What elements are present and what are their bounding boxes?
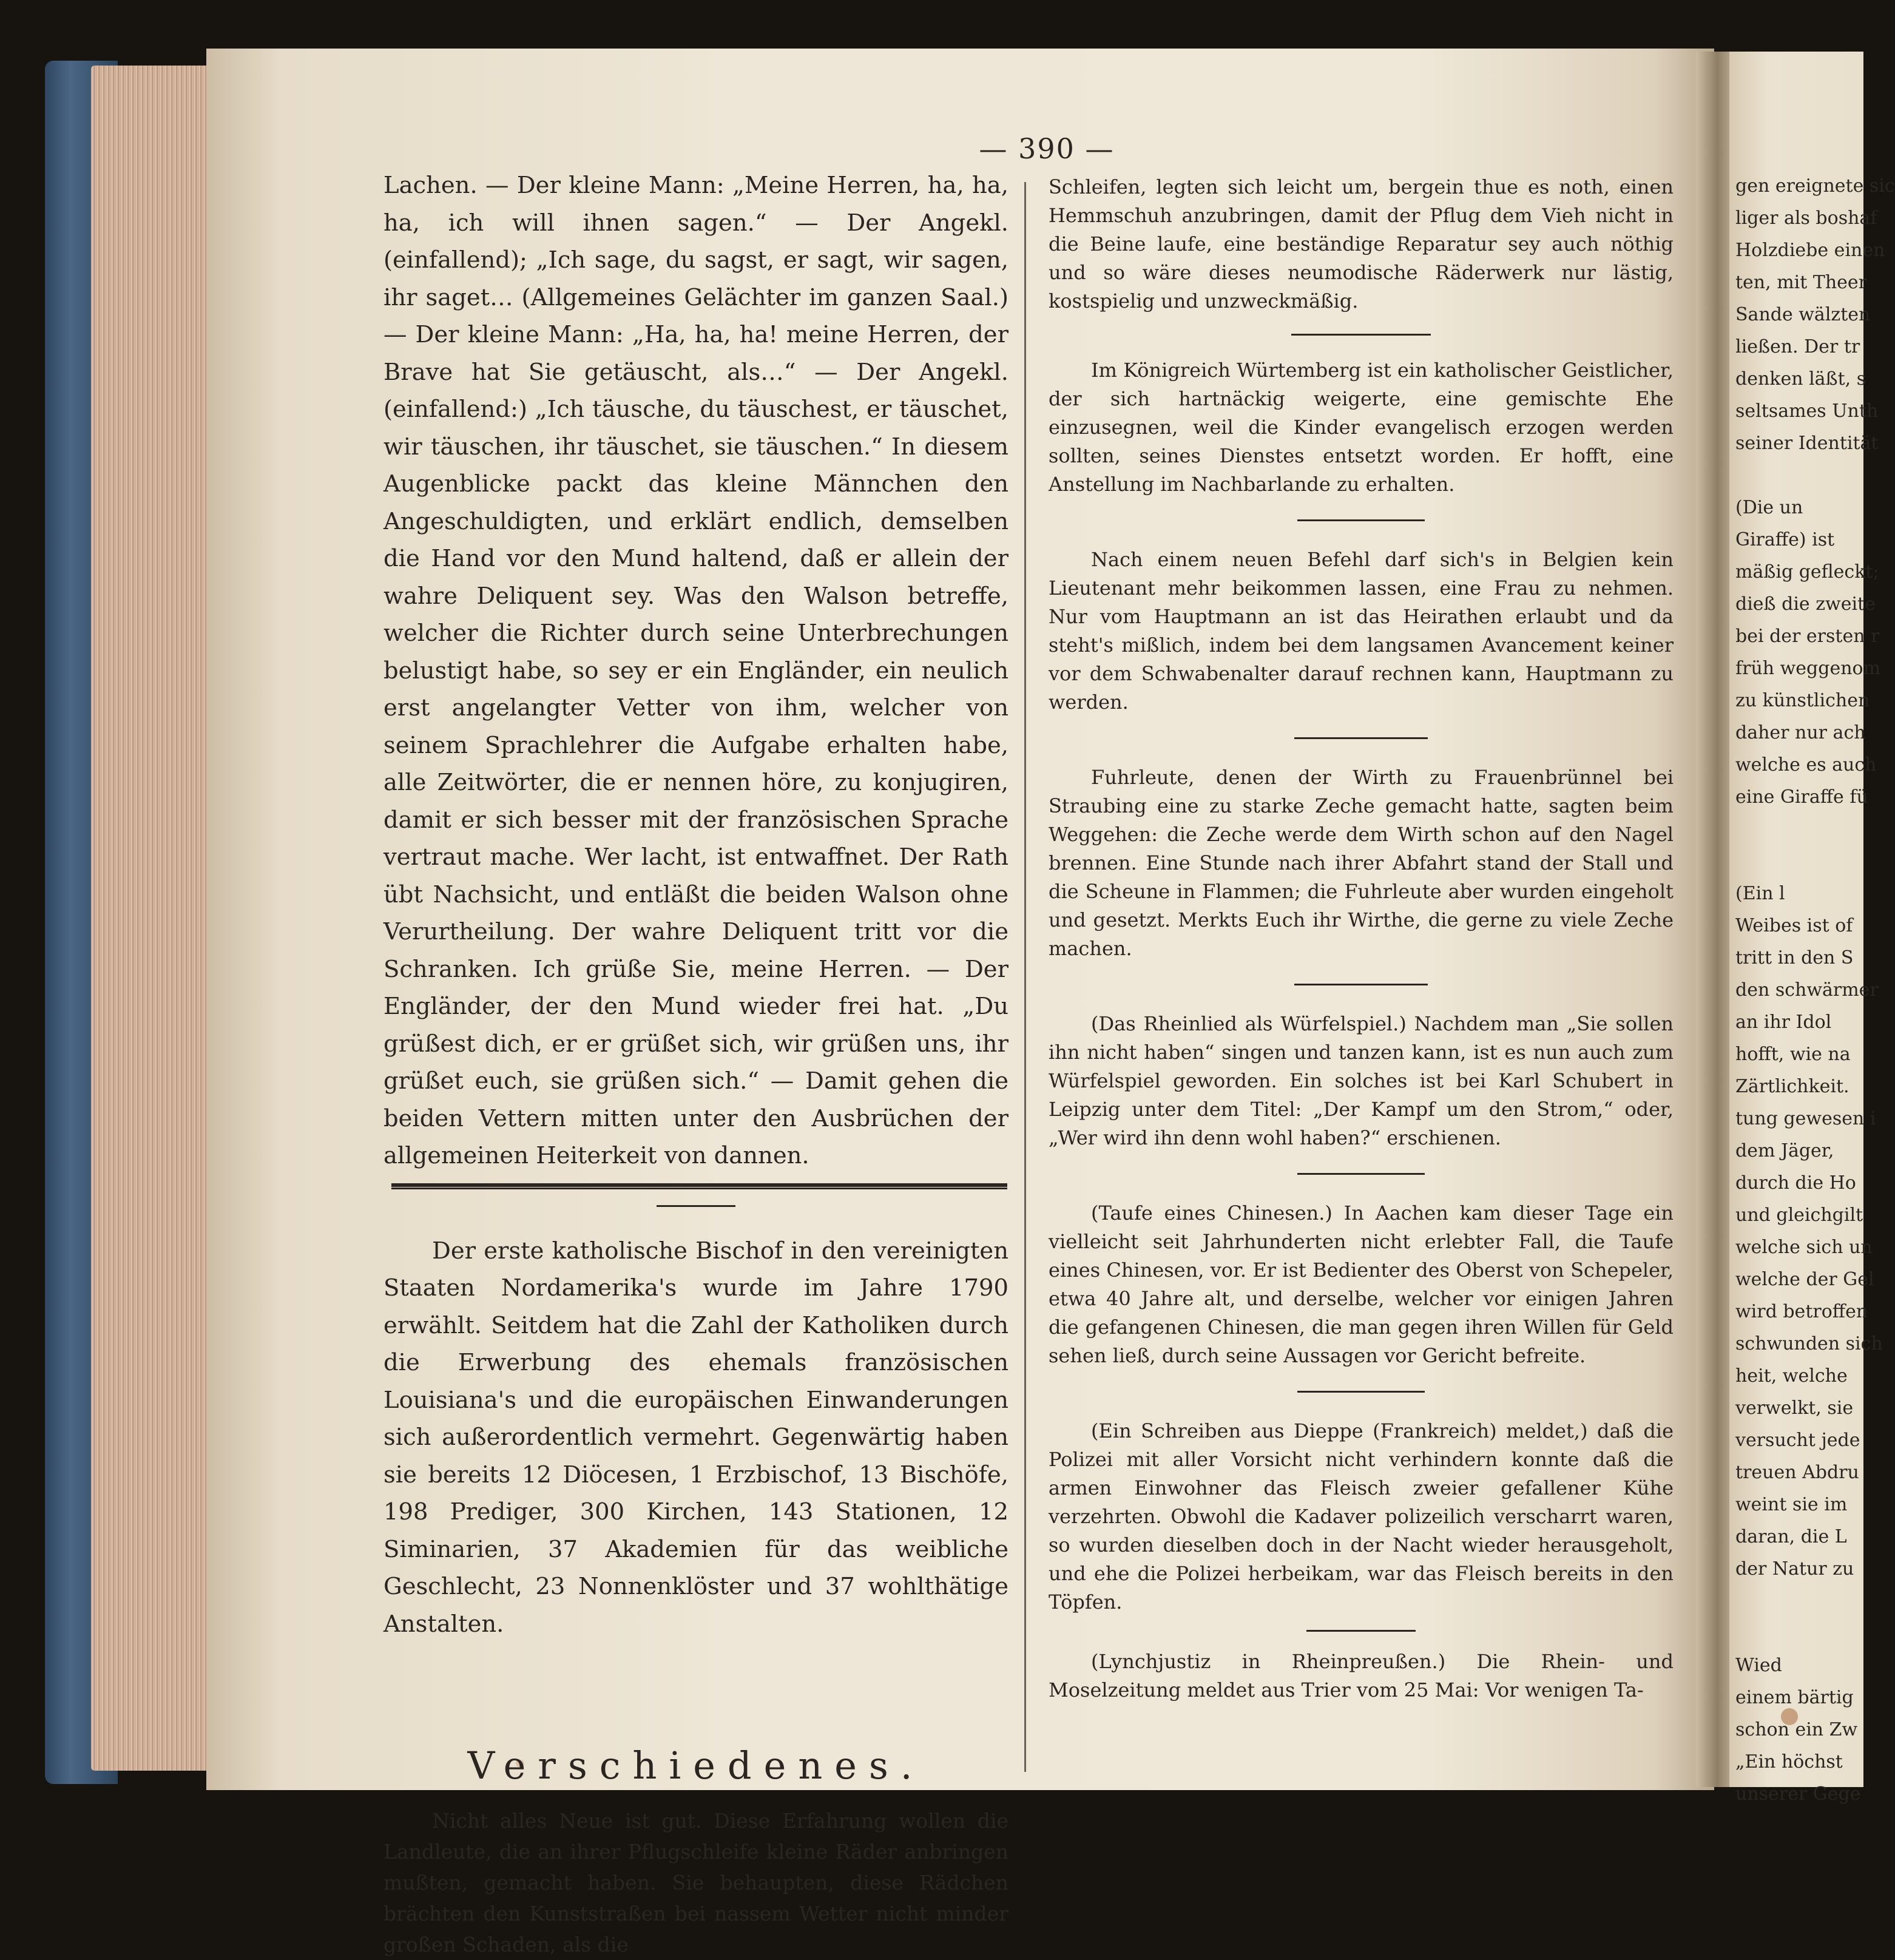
facing-page-line: seiner Identität [1735,433,1879,454]
facing-page-line: dem Jäger, [1735,1140,1834,1161]
article-separator [1294,737,1428,739]
article-lynch-justice: (Lynchjustiz in Rheinpreußen.) Die Rhein- und Moselzeitung meldet aus Trier vom 25 Mai: Vor wenigen Ta- [1049,1650,1674,1701]
facing-page-line: mäßig gefleckt; [1735,561,1879,583]
facing-page-line: Sande wälzten [1735,304,1871,325]
facing-page-line [1735,845,1863,877]
facing-page-line: „Ein höchst [1735,1751,1843,1772]
spacer [383,1643,1008,1709]
facing-page-line: unserer Gege [1735,1783,1861,1805]
facing-page-line: an ihr Idol [1735,1012,1832,1033]
facing-page-line: Holzdiebe einen [1735,240,1885,261]
column-rule [1024,182,1026,1772]
facing-page-line: und gleichgilt [1735,1205,1863,1226]
facing-page-line [1735,1617,1863,1649]
facing-page-line: schon ein Zw [1735,1719,1858,1740]
facing-page-line: Weibes ist of [1735,915,1853,936]
article-frauenbruennel: Fuhrleute, denen der Wirth zu Frauenbrünnel bei Straubing eine zu starke Zeche gemacht hatte, sagten beim Weggehen: die Zeche werde dem Wirth schon auf den Nagel brennen. Eine Stunde nach ihrer Abfahrt stand der Stall und die Scheune in Flammen; die Fuhrleute aber wurden eingeholt und gesetzt. Merkts Euch ihr Wirthe, die gerne zu viele Zeche machen. [1049,766,1674,960]
facing-page-line: ten, mit Theer [1735,272,1868,293]
article-wuerttemberg: Im Königreich Würtemberg ist ein katholischer Geistlicher, der sich hartnäckig weigerte, eine gemischte Ehe einzusegnen, weil die Kinder evangelisch erzogen werden sollten, seines Dienstes entsetzt worden. Er hofft, eine Anstellung im Nachbarlande zu erhalten. [1049,359,1674,496]
article-plough-wheels: Nicht alles Neue ist gut. Diese Erfahrung wollen die Landleute, die an ihrer Pflugschleife kleine Räder anbringen mußten, gemacht haben. Sie behaupten, diese Rädchen brächten den Kunststraßen bei nassem Wetter nicht minder großen Schaden, als die [383,1808,1008,1956]
middle-text-column [1049,173,1674,1705]
article-plough-wheels-cont: Schleifen, legten sich leicht um, bergein thue es noth, einen Hemmschuh anzubringen, damit der Pflug dem Vieh nicht in die Beine laufe, eine beständige Reparatur sey auch nöthig und so wäre dieses neumodische Räderwerk nur lästig, kostspielig und unzweckmäßig. [1049,175,1674,313]
article-chinese-baptism: (Taufe eines Chinesen.) In Aachen kam dieser Tage ein vielleicht seit Jahrhunderten nicht erlebter Fall, die Taufe eines Chinesen, vor. Er ist Bedienter des Oberst von Schepeler, etwa 40 Jahre alt, und derselbe, welcher vor einigen Jahren die gefangenen Chinesen, die man gegen ihren Willen für Geld sehen ließ, durch seine Aussagen vor Gericht befreite. [1049,1201,1674,1367]
section-divider [391,1183,1007,1189]
left-text-column [383,167,1008,1960]
facing-page-line [1735,1585,1863,1617]
facing-page-line: seltsames Unth [1735,400,1879,422]
facing-page-line: früh weggenom [1735,658,1881,679]
facing-page-line: schwunden sich [1735,1333,1883,1354]
facing-page-line: Zärtlichkeit. [1735,1076,1849,1097]
article-dieppe: (Ein Schreiben aus Dieppe (Frankreich) meldet,) daß die Polizei mit aller Vorsicht nicht verhindern konnte daß die armen Einwohner das Fleisch zweier gefallener Kühe verzehrten. Obwohl die Kadaver polizeilich verscharrt waren, so wurden dieselben doch in der Nacht wieder herausgeholt, und ehe die Polizei herbeikam, war das Fleisch bereits in den Töpfen. [1049,1419,1674,1614]
facing-page-line: treuen Abdru [1735,1462,1859,1483]
facing-page-line: liger als boshaf [1735,208,1877,229]
facing-page-column [1735,170,1895,1810]
facing-page-line: daran, die L [1735,1526,1847,1547]
section-heading: Verschiedenes. [467,1743,925,1788]
facing-page-line: verwelkt, sie [1735,1397,1854,1419]
facing-page-line: hofft, wie na [1735,1044,1851,1065]
facing-page-line: welche es auch [1735,754,1877,776]
article-separator [1306,1630,1416,1632]
facing-page-line: daher nur ach [1735,722,1866,743]
facing-page-line: der Natur zu [1735,1558,1854,1580]
facing-page-line: ließen. Der tr [1735,336,1860,357]
facing-page-line: durch die Ho [1735,1172,1856,1194]
article-separator [1297,519,1425,521]
facing-page-line: den schwärmer [1735,979,1879,1001]
article-continuation: Lachen. — Der kleine Mann: „Meine Herren, ha, ha, ha, ich will ihnen sagen.“ — Der Angekl. (einfallend); „Ich sage, du sagst, er sagt, wir sagen, ihr saget… (Allgemeines Gelächter im ganzen Saal.) — Der kleine Mann: „Ha, ha, ha! meine Herren, der Brave hat Sie getäuscht, als…“ — Der Angekl. (einfallend:) „Ich täusche, du täuschest, er täuschet, wir täuschen, ihr täuschet, sie täuschen.“ In diesem Augenblicke packt das kleine Männchen den Angeschuldigten, und erklärt endlich, demselben die Hand vor den Mund haltend, daß er allein der wahre Deliquent sey. Was den Walson betreffe, welcher die Richter durch seine Unterbrechungen belustigt habe, so sey er ein Engländer, ein neulich erst angelangter Vetter von ihm, welcher von seinem Sprachlehrer die Aufgabe erhalten habe, alle Zeitwörter, die er nennen höre, zu konjugiren, damit er sich besser mit der französischen Sprache vertraut mache. Wer lacht, ist entwaffnet. Der Rath übt Nachsicht, und entläßt die beiden Walson ohne Verurtheilung. Der wahre Deliquent tritt vor die Schranken. Ich grüße Sie, meine Herren. — Der Engländer, der den Mund wieder frei hat. „Du grüßest dich, er er grüßet sich, wir grüßen uns, ihr grüßet euch, sie grüßen sich.“ — Damit gehen die beiden Vettern mitten unter den Ausbrüchen der allgemeinen Heiterkeit von dannen. [383,172,1008,1169]
facing-page-line: welche sich un [1735,1237,1873,1258]
article-rheinlied: (Das Rheinlied als Würfelspiel.) Nachdem man „Sie sollen ihn nicht haben“ singen und tanzen kann, ist es nun auch zum Würfelspiel geworden. Ein solches ist bei Karl Schubert in Leipzig unter dem Titel: „Der Kampf um den Strom,“ oder, „Wer wird ihn denn wohl haben?“ erschienen. [1049,1012,1674,1149]
facing-page-line: eine Giraffe fü [1735,786,1868,808]
article-separator [1297,1173,1425,1175]
facing-page-line: versucht jede [1735,1430,1860,1451]
article-separator [657,1205,735,1207]
facing-page-line: tung gewesen i [1735,1108,1876,1129]
article-separator [1294,984,1428,985]
article-belgium: Nach einem neuen Befehl darf sich's in Belgien kein Lieutenant mehr beikommen lassen, eine Frau zu nehmen. Nur vom Hauptmann an ist das Heirathen erlaubt und da steht's mißlich, indem bei dem langsamen Avancement keiner vor dem Schwabenalter darauf rechnen kann, Hauptmann zu werden. [1049,548,1674,714]
facing-page-line: welche der Gel [1735,1269,1874,1290]
page-edges [91,66,221,1771]
facing-page-line: (Die un [1735,497,1803,518]
facing-page-line: weint sie im [1735,1494,1848,1515]
facing-page-line: (Ein l [1735,883,1785,904]
facing-page-line: denken läßt, s [1735,368,1866,390]
facing-page-line: Wied [1735,1655,1782,1676]
facing-page-line: bei der ersten r [1735,626,1880,647]
facing-page-line: zu künstlichen [1735,690,1870,711]
facing-page-line: heit, welche [1735,1365,1848,1387]
article-separator [1297,1391,1425,1393]
facing-page-line [1735,813,1863,845]
facing-page-line: Giraffe) ist [1735,529,1835,550]
facing-page-line [1735,459,1863,492]
facing-page-line: dieß die zweite [1735,593,1876,615]
article-separator [1291,334,1431,336]
page-number: — 390 — [979,132,1115,165]
facing-page-line: tritt in den S [1735,947,1854,968]
facing-page-line: wird betroffen [1735,1301,1868,1322]
article-catholic-bishop: Der erste katholische Bischof in den vereinigten Staaten Nordamerika's wurde im Jahre 1790 erwählt. Seitdem hat die Zahl der Katholiken durch die Erwerbung des ehemals französischen Louisiana's und die europäischen Einwanderungen sich außerordentlich vermehrt. Gegenwärtig haben sie bereits 12 Diöcesen, 1 Erzbischof, 13 Bischöfe, 198 Prediger, 300 Kirchen, 143 Stationen, 12 Siminarien, 37 Akademien für das weibliche Geschlecht, 23 Nonnenklöster und 37 wohlthätige Anstalten. [383,1237,1008,1638]
facing-page-line: einem bärtig [1735,1687,1854,1708]
facing-page-line: gen ereignete sic [1735,175,1895,197]
